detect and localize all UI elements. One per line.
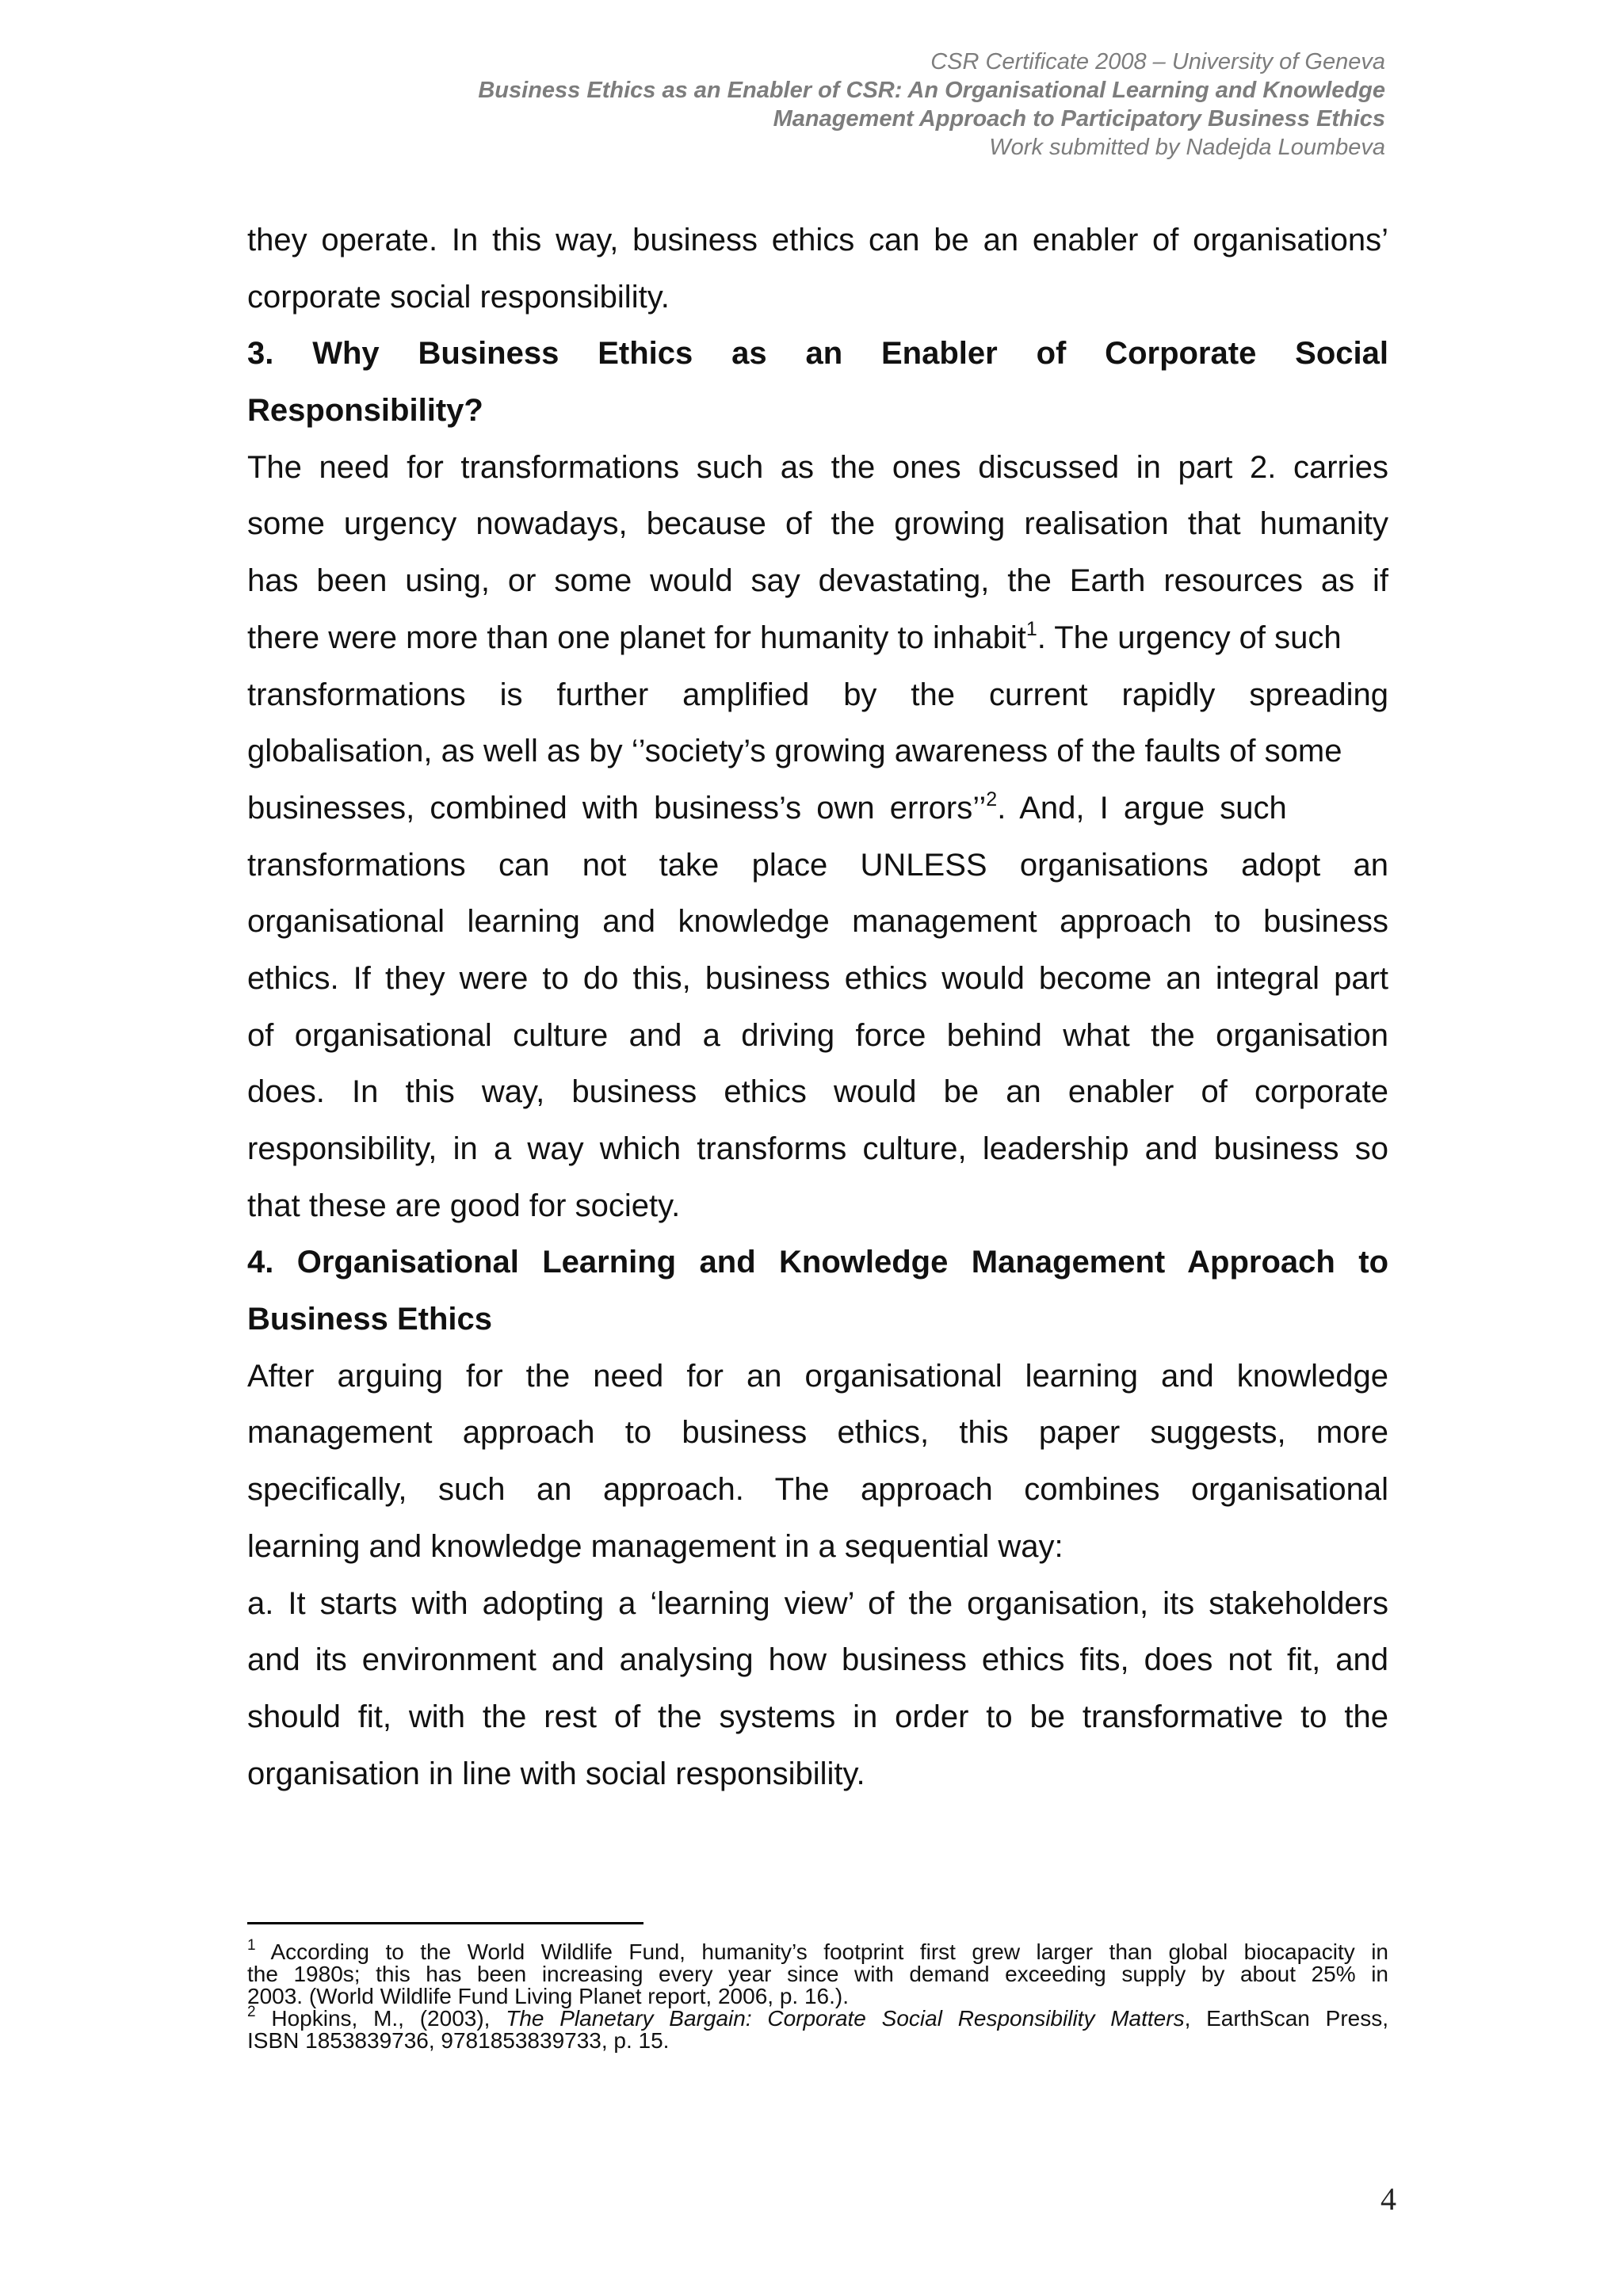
footnote-1-reference: 1 (1025, 617, 1037, 640)
footnote-1-marker: 1 (247, 1937, 256, 1954)
text-line: globalisation, as well as by ‘’society’s growing awareness of the faults of some (247, 734, 1342, 769)
footnote-1-line (247, 1937, 1388, 1964)
text-line: The need for transformations such as the ones discussed in part 2. carries (247, 449, 1388, 485)
list-item-a-line: and its environment and analysing how business ethics fits, does not fit, and (247, 1642, 1388, 1678)
section-4-heading-cont: Business Ethics (247, 1302, 493, 1337)
text-line: they operate. In this way, business ethics can be an enabler of organisations’ (247, 223, 1388, 257)
text-line: learning and knowledge management in a sequential way: (247, 1528, 1064, 1564)
section-3-heading: 3. Why Business Ethics as an Enabler of Corporate Social (247, 336, 1388, 372)
text-line: corporate social responsibility. (247, 279, 670, 315)
text-line: transformations is further amplified by the current rapidly spreading (247, 677, 1388, 712)
header-certificate-line: CSR Certificate 2008 – University of Geneva (930, 49, 1385, 74)
text-line-with-footnote-2 (247, 780, 1388, 837)
footnotes (247, 1937, 1389, 2053)
text-fragment: there were more than one planet for humanity to inhabit (247, 620, 1026, 655)
footnote-2-reference: 2 (986, 788, 998, 810)
footnote-text: Hopkins, M., (2003), (255, 2006, 506, 2031)
text-line: has been using, or some would say devastating, the Earth resources as if (247, 563, 1388, 599)
running-header (236, 48, 1385, 162)
text-line: ethics. If they were to do this, business ethics would become an integral part (247, 960, 1388, 996)
footnote-1-line: 2003. (World Wildlife Fund Living Planet report, 2006, p. 16.). (247, 1984, 849, 2008)
footnote-book-title: The Planetary Bargain: Corporate Social Responsibility Matters (506, 2006, 1185, 2031)
text-line: specifically, such an approach. The approach combines organisational (247, 1472, 1388, 1508)
page-number: 4 (1381, 2181, 1396, 2217)
text-fragment: . And, I argue such (997, 790, 1287, 826)
text-line: that these are good for society. (247, 1188, 681, 1223)
text-fragment: businesses, combined with business’s own errors’’ (247, 790, 987, 826)
header-title-line-2: Management Approach to Participatory Business Ethics (773, 106, 1385, 132)
text-line: After arguing for the need for an organisational learning and knowledge (247, 1358, 1388, 1394)
list-item-a-line: a. It starts with adopting a ‘learning view’ of the organisation, its stakeholders (247, 1585, 1388, 1621)
text-line: management approach to business ethics, this paper suggests, more (247, 1415, 1388, 1451)
footnote-2-line: ISBN 1853839736, 9781853839733, p. 15. (247, 2028, 670, 2053)
text-fragment: . The urgency of such (1037, 620, 1342, 655)
text-line: transformations can not take place UNLESS organisations adopt an (247, 847, 1388, 883)
text-line: some urgency nowadays, because of the growing realisation that humanity (247, 506, 1388, 542)
footnote-2-line (247, 2004, 1389, 2031)
footnote-text: , EarthScan Press, (1184, 2006, 1389, 2031)
body-text (247, 212, 1388, 1802)
footnote-separator (247, 1922, 643, 1924)
footnote-2-marker: 2 (247, 2004, 256, 2020)
section-4-heading: 4. Organisational Learning and Knowledge Management Approach to (247, 1245, 1388, 1280)
text-line: of organisational culture and a driving force behind what the organisation (247, 1017, 1388, 1053)
section-3-heading-cont: Responsibility? (247, 393, 483, 429)
text-line: responsibility, in a way which transforms culture, leadership and business so (247, 1131, 1388, 1166)
list-item-a-line: should fit, with the rest of the systems in order to be transformative to the (247, 1699, 1388, 1734)
text-line: organisational learning and knowledge management approach to business (247, 904, 1388, 940)
text-line: does. In this way, business ethics would be an enabler of corporate (247, 1074, 1388, 1110)
footnote-text: According to the World Wildlife Fund, humanity’s footprint first grew larger than global biocapacity in (255, 1939, 1388, 1964)
list-item-a-line: organisation in line with social responsibility. (247, 1756, 865, 1791)
header-author-line: Work submitted by Nadejda Loumbeva (989, 135, 1385, 160)
header-title-line-1: Business Ethics as an Enabler of CSR: An Organisational Learning and Knowledge (478, 78, 1385, 103)
text-line-with-footnote-1 (247, 610, 1388, 667)
footnote-1-line: the 1980s; this has been increasing every year since with demand exceeding supply by about 25% in (247, 1962, 1388, 1986)
